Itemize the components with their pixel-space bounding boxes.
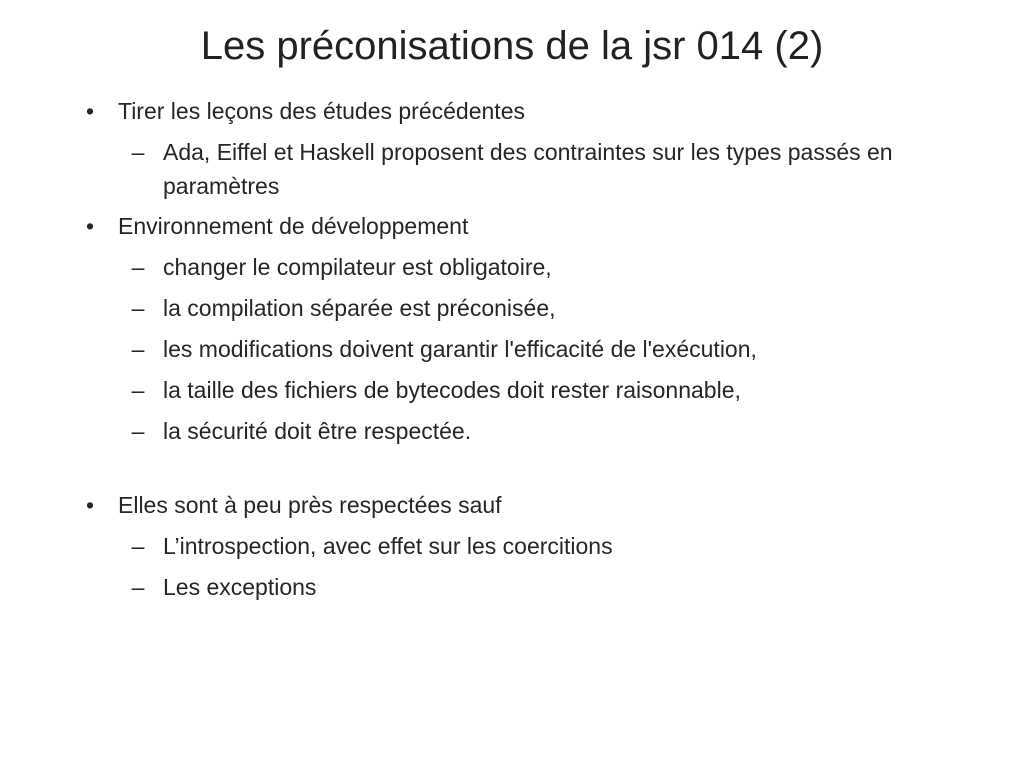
bullet-item [76, 94, 956, 128]
sub-bullet-text: Les exceptions [163, 574, 317, 600]
dash-icon: – [131, 574, 145, 600]
sub-bullet-item [76, 332, 956, 366]
bullet-icon: • [85, 213, 95, 239]
bullet-icon: • [85, 492, 95, 518]
sub-bullet-text: changer le compilateur est obligatoire, [163, 254, 552, 280]
bullet-text: Environnement de développement [118, 213, 469, 239]
sub-bullet-item [76, 529, 956, 563]
bullet-text: Tirer les leçons des études précédentes [118, 98, 525, 124]
sub-bullet-text: Ada, Eiffel et Haskell proposent des contraintes sur les types passés en paramètres [163, 139, 893, 199]
dash-icon: – [131, 377, 145, 403]
bullet-icon: • [85, 98, 95, 124]
sub-bullet-item [76, 135, 956, 203]
dash-icon: – [131, 533, 145, 559]
dash-icon: – [131, 295, 145, 321]
slide-title: Les préconisations de la jsr 014 (2) [200, 24, 824, 68]
sub-bullet-item [76, 570, 956, 604]
sub-bullet-text: la sécurité doit être respectée. [163, 418, 472, 444]
bullet-item [76, 488, 956, 522]
bullet-item [76, 209, 956, 243]
sub-bullet-text: les modifications doivent garantir l'efficacité de l'exécution, [163, 336, 757, 362]
spacer [76, 448, 956, 482]
dash-icon: – [131, 336, 145, 362]
bullet-text: Elles sont à peu près respectées sauf [118, 492, 502, 518]
sub-bullet-item [76, 250, 956, 284]
sub-bullet-item [76, 291, 956, 325]
dash-icon: – [131, 254, 145, 280]
sub-bullet-text: la taille des fichiers de bytecodes doit rester raisonnable, [163, 377, 741, 403]
sub-bullet-item [76, 373, 956, 407]
sub-bullet-text: L’introspection, avec effet sur les coercitions [163, 533, 613, 559]
sub-bullet-text: la compilation séparée est préconisée, [163, 295, 556, 321]
sub-bullet-item [76, 414, 956, 448]
dash-icon: – [131, 418, 145, 444]
slide-body [76, 88, 956, 604]
dash-icon: – [131, 139, 145, 165]
